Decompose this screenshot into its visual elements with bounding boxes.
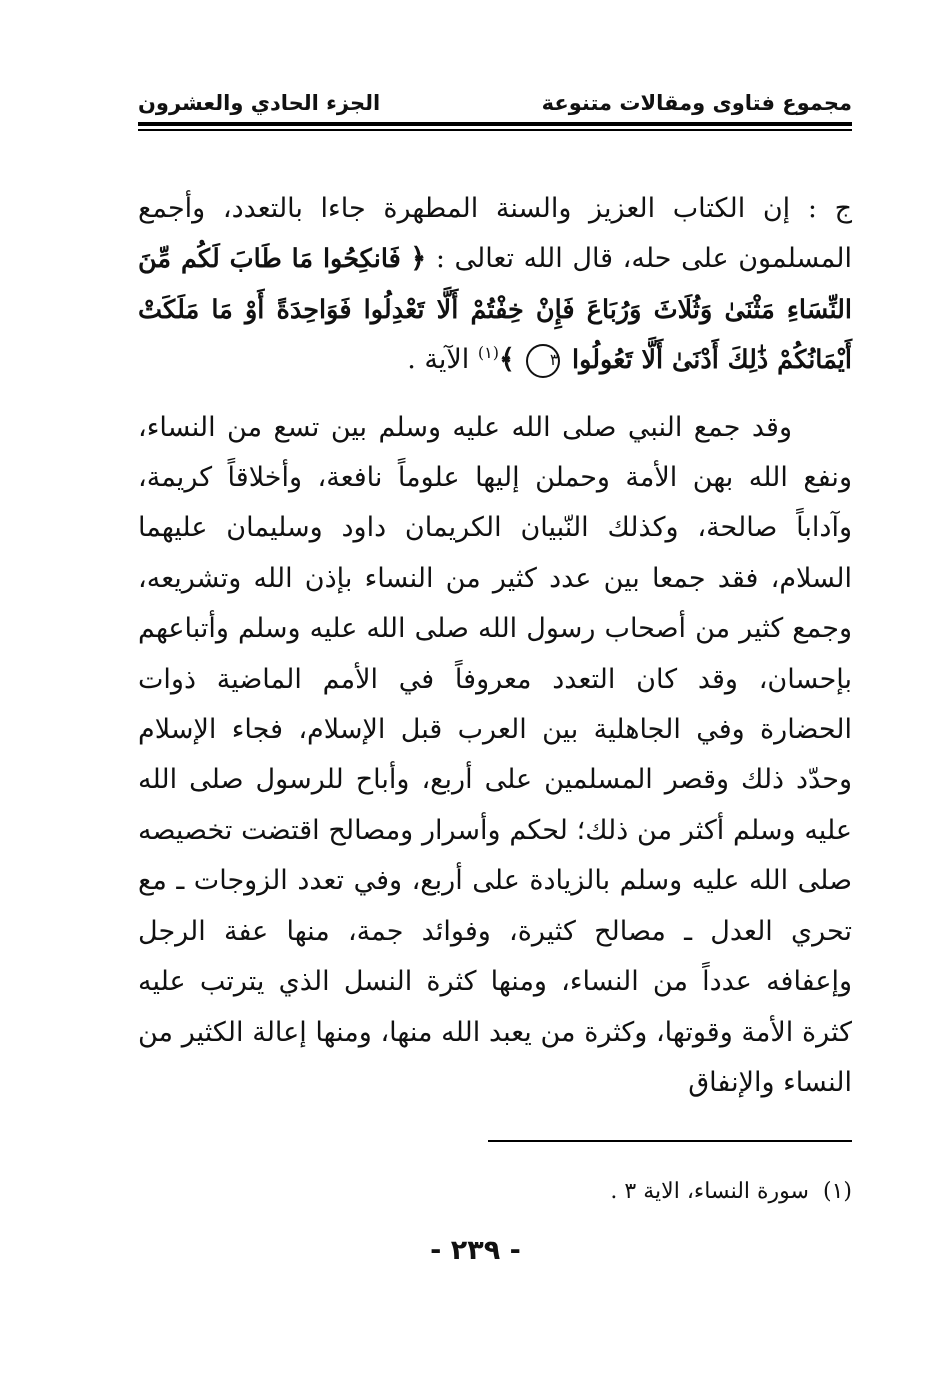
book-title: مجموع فتاوى ومقالات متنوعة	[541, 91, 852, 115]
body-paragraph-text: وقد جمع النبي صلى الله عليه وسلم بين تسع من النساء، ونفع الله بهن الأمة وحملن إليها علوماً نافعة، وأخلاقاً كريمة، وآداباً صالحة، وكذلك النّبيان الكريمان داود وسليمان عليهما السلام، فقد جمعا بين عدد كثير من النساء بإذن الله وتشريعه، وجمع كثير من أصحاب رسول الله صلى الله عليه وسلم وأتباعهم بإحسان، وقد كان التعدد معروفاً في الأمم الماضية ذوات الحضارة وفي الجاهلية بين العرب قبل الإسلام، فجاء الإسلام وحدّد ذلك وقصر المسلمين على أربع، وأباح للرسول صلى الله عليه وسلم أكثر من ذلك؛ لحكم وأسرار ومصالح اقتضت تخصيصه صلى الله عليه وسلم بالزيادة على أربع، وفي تعدد الزوجات ـ مع تحري العدل ـ مصالح كثيرة، وفوائد جمة، منها عفة الرجل وإعفافه عدداً من النساء، ومنها كثرة النسل الذي يترتب عليه كثرة الأمة وقوتها، وكثرة من يعبد الله منها، ومنها إعالة الكثير من النساء والإنفاق	[138, 411, 852, 1098]
footnote-reference: (١)	[477, 343, 499, 363]
quran-verse: فَانكِحُوا مَا طَابَ لَكُم مِّنَ النِّسَاءِ مَثْنَىٰ وَثُلَاثَ وَرُبَاعَ فَإِنْ خِفْتُمْ أَلَّا تَعْدِلُوا فَوَاحِدَةً أَوْ مَا مَلَكَتْ أَيْمَانُكُمْ ذَٰلِكَ أَدْنَىٰ أَلَّا تَعُولُوا	[138, 244, 852, 376]
header-rule-thin	[138, 129, 852, 131]
footnote-separator	[488, 1140, 852, 1142]
footnote	[610, 1176, 852, 1208]
running-header	[138, 88, 852, 118]
quran-brace-close: ﴾	[498, 344, 515, 376]
verse-tail: الآية .	[407, 344, 470, 376]
page-number: - ٢٣٩ -	[430, 1235, 521, 1266]
body-paragraph	[138, 403, 852, 1109]
footnote-text: سورة النساء، الاية ٣ .	[610, 1179, 809, 1204]
main-text	[138, 184, 852, 1108]
ayah-number-marker: ٣	[526, 344, 560, 378]
footnote-number: (١)	[822, 1179, 852, 1204]
header-rule-thick	[138, 122, 852, 126]
answer-intro: ج : إن الكتاب العزيز والسنة المطهرة جاءا بالتعدد، وأجمع المسلمون على حله، قال الله تعالى :	[138, 193, 852, 275]
answer-paragraph	[138, 184, 852, 386]
quran-brace-open: ﴿	[410, 243, 427, 275]
volume-label: الجزء الحادي والعشرون	[138, 91, 381, 115]
